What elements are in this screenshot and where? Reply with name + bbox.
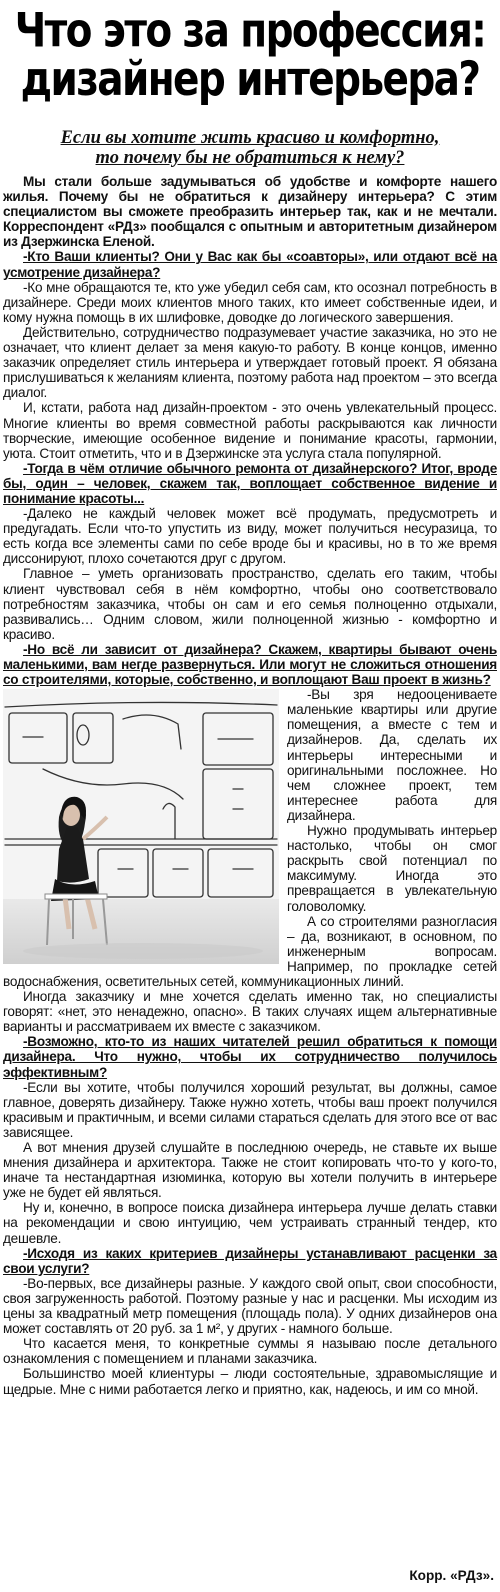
interview-answer: А вот мнения друзей слушайте в последнюю очередь, не ставьте их выше мнения дизайнера и архитектора. Также не стоит копировать что-то у кого-то, иначе та нестандартная изюминка, которую вы хотели получить в интерьере уже не будет ей являться. xyxy=(3,1140,497,1201)
interview-answer: -Если вы хотите, чтобы получился хороший результат, вы должны, самое главное, доверять дизайнеру. Также нужно хотеть, чтобы ваш проект получился красивым и практичным, и всеми силами стараться сделать для этого все от вас зависящее. xyxy=(3,1079,497,1140)
interview-question: -Кто Ваши клиенты? Они у Вас как бы «соавторы», или отдают всё на усмотрение дизайнера? xyxy=(3,249,497,280)
interview-question: -Исходя из каких критериев дизайнеры устанавливают расценки за свои услуги? xyxy=(3,1245,497,1276)
interview-answer: -Во-первых, все дизайнеры разные. У каждого свой опыт, свои способности, своя загруженность работой. Поэтому разные у нас и расценки. Мы исходим из цены за квадратный метр помещения (площадь пола). У одних дизайнеров она может составлять от 20 руб. за 1 м², у других - намного больше. xyxy=(3,1275,497,1337)
subheadline xyxy=(0,128,500,168)
article-photo xyxy=(3,689,279,964)
interview-answer: Что касается меня, то конкретные суммы я называю после детального ознакомления с помещением и планами заказчика. xyxy=(3,1336,497,1367)
interview-answer: И, кстати, работа над дизайн-проектом - это очень увлекательный процесс. Многие клиенты во время совместной работы раскрываются как личности творческие, имеющие особенное видение и понимание красоты, гармонии, уюта. Стоит отметить, что и в Дзержинске эта услуга стала популярной. xyxy=(3,400,497,461)
interview-answer: -Ко мне обращаются те, кто уже убедил себя сам, кто осознал потребность в дизайнере. Среди моих клиентов много таких, кто имеет собственные идеи, и кому нужна помощь в их шлифовке, доводке до логического завершения. xyxy=(3,279,497,325)
woman-sketched-kitchen-image xyxy=(3,689,279,964)
interview-answer: Нужно продумывать интерьер настолько, чтобы он смог раскрыть свой потенциал по максимуму. Иногда это превращается в увлекательную головоломку. xyxy=(287,823,497,914)
interview-answer: Большинство моей клиентуры – люди состоятельные, здравомыслящие и щедрые. Мне с ними работается легко и приятно, как, надеюсь, и им со мной. xyxy=(3,1366,497,1397)
interview-answer: Главное – уметь организовать пространство, сделать его таким, чтобы клиент чувствовал себя в нём комфортно, чтобы оно соответствовало потребностям заказчика, чтобы он сам и его семья полноценно отдыхали, развивались… Одним словом, жили полноценной жизнью - комфортно и красиво. xyxy=(3,566,497,642)
interview-answer: -Вы зря недооцениваете маленькие квартиры или другие помещения, а вместе с тем и дизайнеров. Да, сделать их интерьеры интересными и оригинальными посложнее. Но чем сложнее проект, тем интереснее работа для дизайнера. xyxy=(287,687,497,823)
article-body xyxy=(3,174,497,1397)
interview-question: -Но всё ли зависит от дизайнера? Скажем, квартиры бывают очень маленькими, вам негде развернуться. Или могут не сложиться отношения со строителями, которые, собственно, и воплощают Ваш проект в жизнь? xyxy=(3,641,497,688)
interview-answer: -Далеко не каждый человек может всё продумать, предусмотреть и предугадать. Если что-то упустить из виду, может получиться несуразица, то есть когда все элементы сами по себе вроде бы и красивы, но в то же время диссонируют, плохо сочетаются друг с другом. xyxy=(3,506,497,567)
interview-answer: А со строителями разногласия – да, возникают, в основном, по инженерным вопросам. Например, по прокладке сетей водоснабжения, осветительных сетей, коммуникационных линий. xyxy=(3,913,497,989)
subheadline-line-1: Если вы хотите жить красиво и комфортно, xyxy=(60,128,440,148)
article-lead: Мы стали больше задумываться об удобстве и комфорте нашего жилья. Почему бы не обратиться к дизайнеру интерьера? С этим специалистом вы сможете преобразить интерьер так, как и не мечтали. Корреспондент «РДз» пообщался с опытным и авторитетным дизайнером из Дзержинска Еленой. xyxy=(3,174,497,250)
interview-answer: Ну и, конечно, в вопросе поиска дизайнера интерьера лучше делать ставки на рекомендации и свою интуицию, чем устраивать странный тендер, кто дешевле. xyxy=(3,1200,497,1246)
interview-answer: Иногда заказчику и мне хочется сделать именно так, но специалисты говорят: «нет, это ненадежно, опасно». В таких случаях ищем альтернативные варианты и рассматриваем их вместе с заказчиком. xyxy=(3,989,497,1035)
headline xyxy=(0,0,500,108)
interview-question: -Тогда в чём отличие обычного ремонта от дизайнерского? Итог, вроде бы, один – человек, скажем так, воплощает собственное видение и понимание красоты... xyxy=(3,460,497,506)
author-signature: Корр. «РДз». xyxy=(409,1568,494,1583)
headline-line-2: дизайнер интерьера? xyxy=(20,52,480,108)
subheadline-line-2: то почему бы не обратиться к нему? xyxy=(95,148,405,168)
headline-line-1: Что это за профессия: xyxy=(14,3,486,59)
interview-question: -Возможно, кто-то из наших читателей решил обратиться к помощи дизайнера. Что нужно, чтобы их сотрудничество получилось эффективным? xyxy=(3,1034,497,1080)
interview-answer: Действительно, сотрудничество подразумевает участие заказчика, но это не означает, что клиент делает за меня какую-то работу. В конце концов, именно заказчик определяет стиль интерьера и утверждает готовый проект. Я обязана прислушиваться к желаниям клиента, поэтому работа над проектом – это всегда диалог. xyxy=(3,324,497,401)
